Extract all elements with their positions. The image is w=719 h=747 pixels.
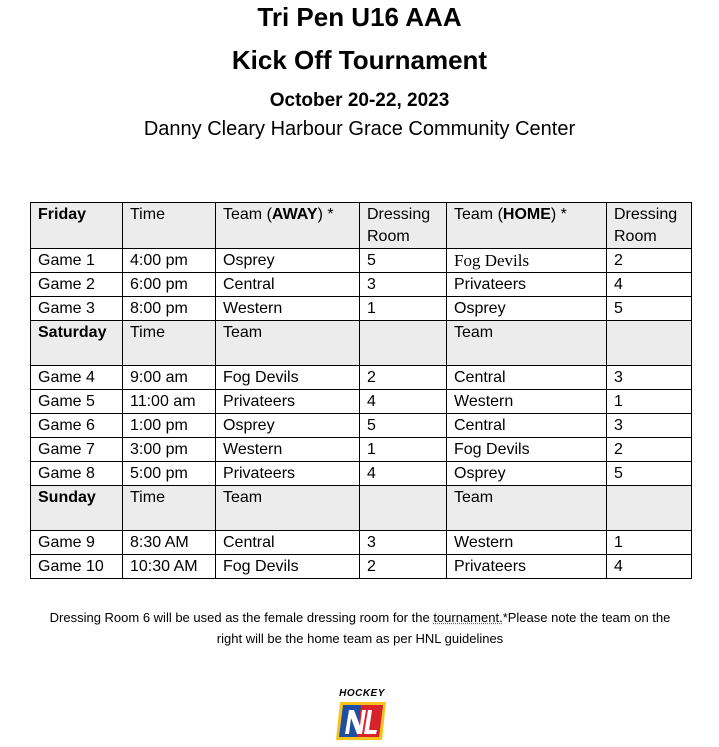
game-cell: Game 5 bbox=[31, 390, 123, 414]
day-label: Sunday bbox=[31, 486, 123, 531]
empty-cell bbox=[607, 486, 692, 531]
home-dressing-room-cell: 2 bbox=[607, 249, 692, 273]
day-label: Friday bbox=[31, 203, 123, 249]
time-cell: 10:30 AM bbox=[123, 555, 216, 579]
home-team-cell: Central bbox=[447, 366, 607, 390]
time-cell: 6:00 pm bbox=[123, 273, 216, 297]
game-row bbox=[31, 462, 692, 486]
footnote: Dressing Room 6 will be used as the female dressing room for the tournament.*Please note the team on the right will be the home team as per HNL guidelines bbox=[49, 610, 671, 646]
time-header: Time bbox=[123, 486, 216, 531]
away-dressing-room-cell: 4 bbox=[360, 390, 447, 414]
away-dressing-room-cell: 3 bbox=[360, 273, 447, 297]
game-row bbox=[31, 249, 692, 273]
away-team-cell: Western bbox=[216, 297, 360, 321]
home-dressing-room-cell: 4 bbox=[607, 555, 692, 579]
home-team-cell: Western bbox=[447, 531, 607, 555]
home-team-cell: Privateers bbox=[447, 273, 607, 297]
tournament-dates: October 20-22, 2023 bbox=[269, 90, 450, 111]
home-team-cell: Western bbox=[447, 390, 607, 414]
home-team-cell: Fog Devils bbox=[447, 438, 607, 462]
home-team-header: Team bbox=[447, 486, 607, 531]
away-dressing-room-cell: 5 bbox=[360, 414, 447, 438]
home-team-header: Team (HOME) * bbox=[447, 203, 607, 249]
game-row bbox=[31, 366, 692, 390]
dressing-room-header: Dressing Room bbox=[360, 203, 447, 249]
home-team-header: Team bbox=[447, 321, 607, 366]
home-team-cell: Privateers bbox=[447, 555, 607, 579]
game-cell: Game 4 bbox=[31, 366, 123, 390]
day-label: Saturday bbox=[31, 321, 123, 366]
away-team-cell: Privateers bbox=[216, 390, 360, 414]
game-cell: Game 2 bbox=[31, 273, 123, 297]
away-team-cell: Western bbox=[216, 438, 360, 462]
home-team-cell: Osprey bbox=[447, 462, 607, 486]
game-cell: Game 9 bbox=[31, 531, 123, 555]
away-team-header: Team bbox=[216, 486, 360, 531]
game-row bbox=[31, 390, 692, 414]
game-cell: Game 8 bbox=[31, 462, 123, 486]
away-team-cell: Osprey bbox=[216, 414, 360, 438]
game-cell: Game 6 bbox=[31, 414, 123, 438]
time-cell: 9:00 am bbox=[123, 366, 216, 390]
logo-mark-icon bbox=[330, 688, 394, 744]
game-row bbox=[31, 297, 692, 321]
away-team-header: Team bbox=[216, 321, 360, 366]
away-dressing-room-cell: 2 bbox=[360, 366, 447, 390]
home-dressing-room-cell: 2 bbox=[607, 438, 692, 462]
game-row bbox=[31, 438, 692, 462]
game-row bbox=[31, 555, 692, 579]
home-dressing-room-cell: 5 bbox=[607, 297, 692, 321]
away-dressing-room-cell: 2 bbox=[360, 555, 447, 579]
time-cell: 8:30 AM bbox=[123, 531, 216, 555]
home-dressing-room-cell: 5 bbox=[607, 462, 692, 486]
tournament-subtitle: Kick Off Tournament bbox=[231, 45, 488, 75]
game-row bbox=[31, 531, 692, 555]
away-dressing-room-cell: 1 bbox=[360, 297, 447, 321]
tournament-venue: Danny Cleary Harbour Grace Community Center bbox=[143, 118, 576, 140]
sunday-header-row bbox=[31, 486, 692, 531]
tournament-link[interactable]: tournament. bbox=[433, 610, 503, 625]
schedule-table bbox=[30, 202, 692, 579]
away-team-header: Team (AWAY) * bbox=[216, 203, 360, 249]
time-cell: 1:00 pm bbox=[123, 414, 216, 438]
game-row bbox=[31, 273, 692, 297]
home-dressing-room-cell: 1 bbox=[607, 390, 692, 414]
time-cell: 3:00 pm bbox=[123, 438, 216, 462]
away-team-cell: Fog Devils bbox=[216, 366, 360, 390]
logo-word: HOCKEY bbox=[339, 688, 385, 699]
empty-cell bbox=[360, 321, 447, 366]
hockey-nl-logo bbox=[330, 688, 394, 744]
away-team-cell: Central bbox=[216, 273, 360, 297]
time-header: Time bbox=[123, 203, 216, 249]
dressing-room-header: Dressing Room bbox=[607, 203, 692, 249]
empty-cell bbox=[607, 321, 692, 366]
away-dressing-room-cell: 4 bbox=[360, 462, 447, 486]
home-dressing-room-cell: 3 bbox=[607, 414, 692, 438]
time-cell: 5:00 pm bbox=[123, 462, 216, 486]
away-team-cell: Fog Devils bbox=[216, 555, 360, 579]
home-dressing-room-cell: 3 bbox=[607, 366, 692, 390]
home-dressing-room-cell: 4 bbox=[607, 273, 692, 297]
time-cell: 8:00 pm bbox=[123, 297, 216, 321]
home-team-cell: Central bbox=[447, 414, 607, 438]
tournament-title: Tri Pen U16 AAA bbox=[257, 2, 462, 32]
home-dressing-room-cell: 1 bbox=[607, 531, 692, 555]
game-cell: Game 1 bbox=[31, 249, 123, 273]
away-dressing-room-cell: 1 bbox=[360, 438, 447, 462]
game-cell: Game 7 bbox=[31, 438, 123, 462]
home-team-cell: Fog Devils bbox=[447, 249, 607, 273]
away-team-cell: Central bbox=[216, 531, 360, 555]
game-cell: Game 10 bbox=[31, 555, 123, 579]
empty-cell bbox=[360, 486, 447, 531]
saturday-header-row bbox=[31, 321, 692, 366]
away-dressing-room-cell: 3 bbox=[360, 531, 447, 555]
home-team-cell: Osprey bbox=[447, 297, 607, 321]
away-dressing-room-cell: 5 bbox=[360, 249, 447, 273]
friday-header-row bbox=[31, 203, 692, 249]
time-header: Time bbox=[123, 321, 216, 366]
time-cell: 11:00 am bbox=[123, 390, 216, 414]
game-row bbox=[31, 414, 692, 438]
game-cell: Game 3 bbox=[31, 297, 123, 321]
time-cell: 4:00 pm bbox=[123, 249, 216, 273]
away-team-cell: Osprey bbox=[216, 249, 360, 273]
away-team-cell: Privateers bbox=[216, 462, 360, 486]
